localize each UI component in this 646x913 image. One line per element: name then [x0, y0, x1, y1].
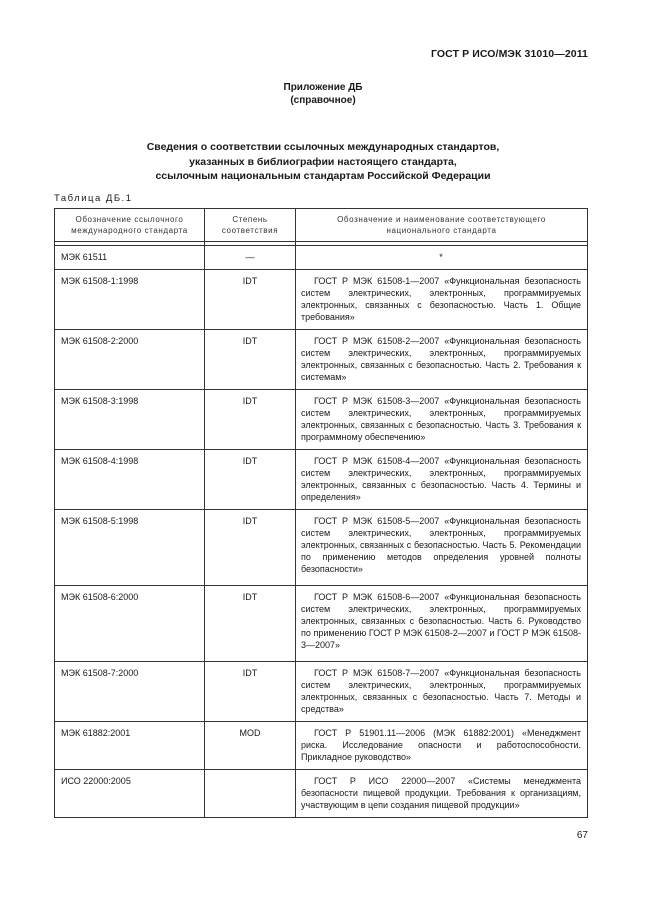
cell-national-standard: [296, 246, 588, 270]
national-standard-text: ГОСТ Р МЭК 61508-7—2007 «Функциональная безопасность систем электрических, электронных, программируемых электронных, связанных с безопасностью. Часть 7. Методы и средства»: [301, 668, 581, 714]
header-degree: [205, 209, 296, 242]
cell-national-standard: [296, 450, 588, 510]
national-standard-text: ГОСТ Р МЭК 61508-6—2007 «Функциональная безопасность систем электрических, электронных, программируемых электронных, связанных с безопасностью. Часть 6. Руководство по применению ГОСТ Р МЭК 61508-2—2007 и ГОСТ Р МЭК 61508-3—2007»: [301, 592, 581, 650]
table-row: [55, 510, 588, 586]
cell-international-ref: МЭК 61508-2:2000: [55, 330, 205, 390]
header-col3-line2: национального стандарта: [386, 226, 497, 235]
national-standard-text: ГОСТ Р МЭК 61508-4—2007 «Функциональная безопасность систем электрических, электронных, программируемых электронных, связанных с безопасностью. Часть 4. Термины и определения»: [301, 456, 581, 502]
cell-national-standard: [296, 510, 588, 586]
national-standard-text: ГОСТ Р МЭК 61508-3—2007 «Функциональная безопасность систем электрических, электронных, программируемых электронных, связанных с безопасностью. Часть 3. Требования к программному обеспечению»: [301, 396, 581, 442]
national-standard-text: ГОСТ Р ИСО 22000—2007 «Системы менеджмента безопасности пищевой продукции. Требования к организациям, участвующим в цепи создания пищевой продукции»: [301, 776, 581, 810]
cell-degree: IDT: [205, 586, 296, 662]
cell-degree: IDT: [205, 450, 296, 510]
cell-national-standard: [296, 662, 588, 722]
page-title-line2: указанных в библиографии настоящего стандарта,: [189, 155, 457, 168]
correspondence-table: [54, 208, 588, 818]
national-standard-text: ГОСТ Р МЭК 61508-5—2007 «Функциональная безопасность систем электрических, электронных, программируемых электронных, связанных с безопасностью. Часть 5. Рекомендации по применению методов определения уровней полноты безопасности»: [301, 516, 581, 574]
table-row: [55, 246, 588, 270]
table-header-row: [55, 209, 588, 242]
cell-international-ref: МЭК 61508-5:1998: [55, 510, 205, 586]
cell-international-ref: МЭК 61511: [55, 246, 205, 270]
cell-degree: IDT: [205, 330, 296, 390]
page-title-line1: Сведения о соответствии ссылочных международных стандартов,: [146, 141, 500, 153]
annex-title: [0, 81, 646, 107]
table-caption: Таблица ДБ.1: [54, 193, 133, 204]
cell-national-standard: [296, 586, 588, 662]
header-col2-line2: соответствия: [221, 226, 279, 235]
standard-code: ГОСТ Р ИСО/МЭК 31010—2011: [430, 48, 588, 60]
cell-international-ref: МЭК 61508-1:1998: [55, 270, 205, 330]
annex-title-line1: Приложение ДБ: [283, 82, 363, 93]
table-row: [55, 722, 588, 770]
cell-international-ref: МЭК 61508-3:1998: [55, 390, 205, 450]
header-col2-line1: Степень: [232, 214, 268, 224]
annex-title-line2: (справочное): [290, 95, 356, 106]
cell-national-standard: [296, 270, 588, 330]
cell-degree: [205, 770, 296, 818]
national-standard-text: ГОСТ Р 51901.11—2006 (МЭК 61882:2001) «Менеджмент риска. Исследование опасности и работоспособности. Прикладное руководство»: [301, 728, 581, 762]
page-title-line3: ссылочным национальным стандартам Российской Федерации: [155, 170, 491, 182]
table-row: [55, 770, 588, 818]
page-title: [0, 140, 646, 184]
header-international-standard: [55, 209, 205, 242]
cell-degree: —: [205, 246, 296, 270]
national-standard-text: *: [439, 252, 443, 262]
cell-national-standard: [296, 722, 588, 770]
cell-degree: IDT: [205, 270, 296, 330]
table-row: [55, 390, 588, 450]
national-standard-text: ГОСТ Р МЭК 61508-1—2007 «Функциональная безопасность систем электрических, электронных, программируемых электронных, связанных с безопасностью. Часть 1. Общие требования»: [301, 276, 581, 322]
table-row: [55, 586, 588, 662]
cell-international-ref: МЭК 61508-4:1998: [55, 450, 205, 510]
cell-degree: MOD: [205, 722, 296, 770]
table-row: [55, 450, 588, 510]
table-row: [55, 270, 588, 330]
cell-national-standard: [296, 390, 588, 450]
page-number: 67: [576, 830, 588, 841]
table-body: [55, 246, 588, 818]
cell-international-ref: МЭК 61508-7:2000: [55, 662, 205, 722]
header-national-standard: [296, 209, 588, 242]
header-col1-line1: Обозначение ссылочного: [75, 214, 184, 224]
cell-national-standard: [296, 770, 588, 818]
cell-international-ref: ИСО 22000:2005: [55, 770, 205, 818]
cell-international-ref: МЭК 61508-6:2000: [55, 586, 205, 662]
cell-degree: IDT: [205, 510, 296, 586]
table-row: [55, 662, 588, 722]
cell-degree: IDT: [205, 390, 296, 450]
cell-international-ref: МЭК 61882:2001: [55, 722, 205, 770]
cell-degree: IDT: [205, 662, 296, 722]
cell-national-standard: [296, 330, 588, 390]
header-col3-line1: Обозначение и наименование соответствующего: [337, 214, 546, 224]
header-col1-line2: международного стандарта: [71, 226, 188, 235]
national-standard-text: ГОСТ Р МЭК 61508-2—2007 «Функциональная безопасность систем электрических, электронных, программируемых электронных, связанных с безопасностью. Часть 2. Требования к системам»: [301, 336, 581, 382]
table-row: [55, 330, 588, 390]
